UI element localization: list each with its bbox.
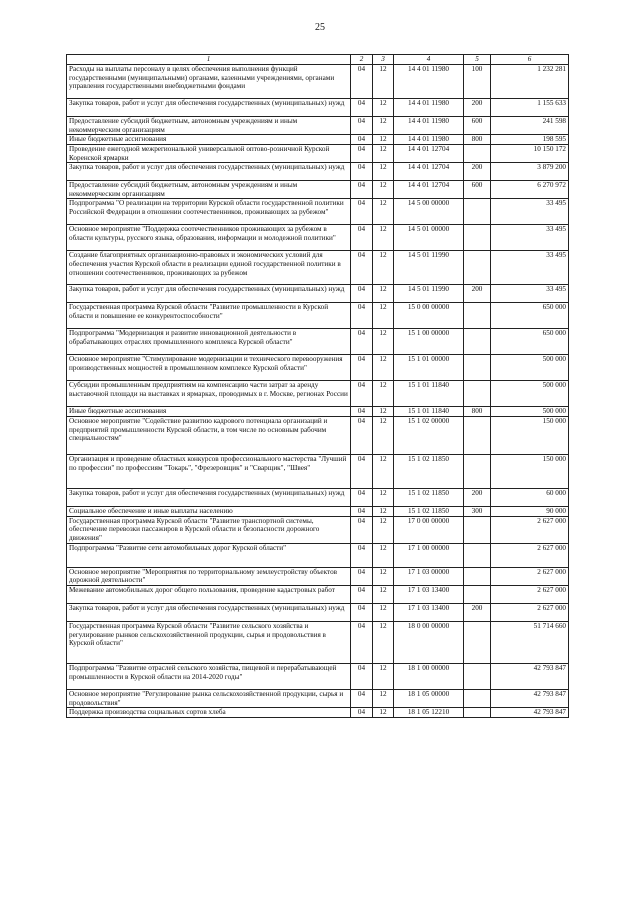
cell-name: Закупка товаров, работ и услуг для обеспечения государственных (муниципальных) нужд — [67, 99, 351, 117]
cell-name: Государственная программа Курской области "Развитие транспортной системы, обеспечение перевозки пассажиров в Курской области и безопасности дорожного движения" — [67, 516, 351, 543]
cell-col3: 12 — [373, 285, 394, 303]
cell-col4: 14 5 01 11990 — [394, 251, 464, 285]
cell-col5: 200 — [464, 603, 491, 621]
cell-col2: 04 — [351, 689, 373, 707]
cell-col2: 04 — [351, 663, 373, 689]
cell-name: Социальное обеспечение и иные выплаты населению — [67, 507, 351, 517]
cell-name: Организация и проведение областных конкурсов профессионального мастерства "Лучший по профессии" по профессиям "Токарь", "Фрезеровщик" и "Сварщик", "Швея" — [67, 455, 351, 489]
cell-col2: 04 — [351, 489, 373, 507]
cell-col4: 17 1 03 13400 — [394, 585, 464, 603]
cell-col2: 04 — [351, 65, 373, 99]
table-row — [67, 329, 569, 355]
cell-col6: 150 000 — [491, 417, 569, 455]
table-row — [67, 689, 569, 707]
cell-name: Государственная программа Курской области "Развитие сельского хозяйства и регулирование рынков сельскохозяйственной продукции, сырья и продовольствия в Курской области" — [67, 621, 351, 663]
cell-col2: 04 — [351, 603, 373, 621]
cell-col3: 12 — [373, 163, 394, 181]
cell-col4: 15 0 00 00000 — [394, 303, 464, 329]
cell-col4: 18 0 00 00000 — [394, 621, 464, 663]
cell-name: Подпрограмма "Развитие сети автомобильных дорог Курской области" — [67, 543, 351, 567]
cell-col5 — [464, 329, 491, 355]
cell-col4: 17 1 00 00000 — [394, 543, 464, 567]
col-header-1: 1 — [67, 55, 351, 65]
table-row — [67, 303, 569, 329]
cell-col5 — [464, 417, 491, 455]
col-header-2: 2 — [351, 55, 373, 65]
cell-col3: 12 — [373, 181, 394, 199]
cell-name: Основное мероприятие "Регулирование рынка сельскохозяйственной продукции, сырья и продовольствия" — [67, 689, 351, 707]
cell-col4: 15 1 01 00000 — [394, 355, 464, 381]
table-row — [67, 621, 569, 663]
cell-col5: 200 — [464, 163, 491, 181]
col-header-4: 4 — [394, 55, 464, 65]
cell-col4: 15 1 01 11840 — [394, 381, 464, 407]
table-row — [67, 516, 569, 543]
cell-col3: 12 — [373, 407, 394, 417]
cell-col5 — [464, 381, 491, 407]
table-row — [67, 199, 569, 225]
cell-col5 — [464, 621, 491, 663]
cell-col4: 17 1 03 00000 — [394, 567, 464, 585]
cell-col3: 12 — [373, 507, 394, 517]
cell-col6: 60 000 — [491, 489, 569, 507]
cell-name: Подпрограмма "О реализации на территории Курской области государственной политики Российской Федерации в отношении соотечественников, проживающих за рубежом" — [67, 199, 351, 225]
cell-name: Поддержка производства социальных сортов хлеба — [67, 708, 351, 718]
cell-col6: 33 495 — [491, 199, 569, 225]
cell-name: Государственная программа Курской области "Развитие промышленности в Курской области и повышение ее конкурентоспособности" — [67, 303, 351, 329]
cell-col3: 12 — [373, 144, 394, 162]
table-row — [67, 407, 569, 417]
cell-col4: 15 1 02 11850 — [394, 507, 464, 517]
cell-col5 — [464, 567, 491, 585]
cell-col3: 12 — [373, 381, 394, 407]
cell-col3: 12 — [373, 303, 394, 329]
cell-col5: 200 — [464, 99, 491, 117]
cell-name: Предоставление субсидий бюджетным, автономным учреждениям и иным некоммерческим организациям — [67, 181, 351, 199]
table-row — [67, 225, 569, 251]
cell-col5: 300 — [464, 507, 491, 517]
cell-col5: 600 — [464, 181, 491, 199]
table-row — [67, 181, 569, 199]
cell-col3: 12 — [373, 603, 394, 621]
cell-col2: 04 — [351, 355, 373, 381]
cell-col6: 1 155 633 — [491, 99, 569, 117]
cell-name: Основное мероприятие "Поддержка соотечественников проживающих за рубежом в области культуры, русского языка, образования, информации и молодежной политики" — [67, 225, 351, 251]
cell-col2: 04 — [351, 516, 373, 543]
cell-col3: 12 — [373, 621, 394, 663]
cell-col4: 15 1 01 11840 — [394, 407, 464, 417]
cell-col5 — [464, 543, 491, 567]
cell-col2: 04 — [351, 303, 373, 329]
table-row — [67, 663, 569, 689]
cell-name: Предоставление субсидий бюджетным, автономным учреждениям и иным некоммерческим организациям — [67, 117, 351, 135]
cell-col5: 200 — [464, 489, 491, 507]
table-row — [67, 603, 569, 621]
cell-col5 — [464, 585, 491, 603]
cell-col5 — [464, 455, 491, 489]
cell-col2: 04 — [351, 708, 373, 718]
cell-name: Закупка товаров, работ и услуг для обеспечения государственных (муниципальных) нужд — [67, 163, 351, 181]
cell-col3: 12 — [373, 329, 394, 355]
table-row — [67, 417, 569, 455]
table-row — [67, 65, 569, 99]
cell-col4: 18 1 05 12210 — [394, 708, 464, 718]
table-row — [67, 381, 569, 407]
cell-col5 — [464, 303, 491, 329]
cell-col5 — [464, 355, 491, 381]
cell-col6: 3 879 200 — [491, 163, 569, 181]
table-row — [67, 585, 569, 603]
cell-col5 — [464, 199, 491, 225]
page-number: 25 — [315, 22, 325, 33]
cell-col5 — [464, 689, 491, 707]
cell-col2: 04 — [351, 329, 373, 355]
cell-col3: 12 — [373, 708, 394, 718]
cell-col2: 04 — [351, 199, 373, 225]
cell-col2: 04 — [351, 585, 373, 603]
cell-col4: 14 4 01 11980 — [394, 135, 464, 145]
cell-col3: 12 — [373, 663, 394, 689]
cell-col4: 18 1 05 00000 — [394, 689, 464, 707]
cell-name: Межевание автомобильных дорог общего пользования, проведение кадастровых работ — [67, 585, 351, 603]
cell-col6: 500 000 — [491, 381, 569, 407]
cell-col6: 33 495 — [491, 225, 569, 251]
cell-col6: 650 000 — [491, 329, 569, 355]
cell-col3: 12 — [373, 585, 394, 603]
cell-col4: 14 4 01 11980 — [394, 117, 464, 135]
cell-col4: 14 4 01 12704 — [394, 144, 464, 162]
cell-col2: 04 — [351, 567, 373, 585]
cell-name: Основное мероприятие "Мероприятия по территориальному землеустройству объектов дорожной деятельности" — [67, 567, 351, 585]
table-row — [67, 455, 569, 489]
cell-col3: 12 — [373, 135, 394, 145]
cell-col3: 12 — [373, 251, 394, 285]
cell-col3: 12 — [373, 689, 394, 707]
table-row — [67, 135, 569, 145]
cell-col2: 04 — [351, 285, 373, 303]
cell-name: Подпрограмма "Развитие отраслей сельского хозяйства, пищевой и перерабатывающей промышленности в Курской области на 2014-2020 годы" — [67, 663, 351, 689]
table-row — [67, 99, 569, 117]
cell-col2: 04 — [351, 163, 373, 181]
cell-col6: 2 627 000 — [491, 543, 569, 567]
cell-col4: 14 4 01 12704 — [394, 163, 464, 181]
cell-col2: 04 — [351, 407, 373, 417]
cell-col6: 198 595 — [491, 135, 569, 145]
cell-col4: 15 1 00 00000 — [394, 329, 464, 355]
cell-col6: 500 000 — [491, 407, 569, 417]
budget-table — [66, 54, 569, 718]
cell-col2: 04 — [351, 225, 373, 251]
cell-col3: 12 — [373, 489, 394, 507]
cell-col4: 17 1 03 13400 — [394, 603, 464, 621]
cell-col2: 04 — [351, 117, 373, 135]
cell-name: Основное мероприятие "Стимулирование модернизации и технического перевооружения производственных мощностей в промышленном комплексе Курской области" — [67, 355, 351, 381]
cell-col6: 90 000 — [491, 507, 569, 517]
table-row — [67, 117, 569, 135]
cell-col2: 04 — [351, 144, 373, 162]
cell-col6: 10 150 172 — [491, 144, 569, 162]
cell-col4: 17 0 00 00000 — [394, 516, 464, 543]
cell-col4: 14 4 01 11980 — [394, 65, 464, 99]
table-row — [67, 163, 569, 181]
cell-col4: 14 5 00 00000 — [394, 199, 464, 225]
cell-col5: 800 — [464, 135, 491, 145]
cell-col4: 14 4 01 11980 — [394, 99, 464, 117]
cell-col2: 04 — [351, 621, 373, 663]
cell-col3: 12 — [373, 567, 394, 585]
cell-name: Субсидии промышленным предприятиям на компенсацию части затрат за аренду выставочной площади на выставках и ярмарках, проводимых в г. Москве, регионах России — [67, 381, 351, 407]
cell-col2: 04 — [351, 181, 373, 199]
cell-col2: 04 — [351, 381, 373, 407]
cell-name: Создание благоприятных организационно-правовых и экономических условий для обеспечения участия Курской области в реализации единой государственной политики в отношении соотечественников, проживающих за рубежом — [67, 251, 351, 285]
cell-col5 — [464, 144, 491, 162]
cell-col5 — [464, 251, 491, 285]
col-header-3: 3 — [373, 55, 394, 65]
cell-col3: 12 — [373, 99, 394, 117]
cell-col2: 04 — [351, 543, 373, 567]
col-header-5: 5 — [464, 55, 491, 65]
cell-col6: 1 232 281 — [491, 65, 569, 99]
cell-name: Основное мероприятие "Содействие развитию кадрового потенциала организаций и предприятий промышленности Курской области, в том числе по основным рабочим специальностям" — [67, 417, 351, 455]
col-header-6: 6 — [491, 55, 569, 65]
cell-col2: 04 — [351, 455, 373, 489]
cell-col4: 14 5 01 00000 — [394, 225, 464, 251]
table-row — [67, 489, 569, 507]
cell-name: Закупка товаров, работ и услуг для обеспечения государственных (муниципальных) нужд — [67, 603, 351, 621]
cell-name: Иные бюджетные ассигнования — [67, 135, 351, 145]
cell-col2: 04 — [351, 417, 373, 455]
cell-col4: 15 1 02 11850 — [394, 455, 464, 489]
cell-col6: 33 495 — [491, 251, 569, 285]
cell-col6: 6 270 972 — [491, 181, 569, 199]
cell-col3: 12 — [373, 225, 394, 251]
cell-col5: 800 — [464, 407, 491, 417]
cell-col5 — [464, 516, 491, 543]
cell-col3: 12 — [373, 355, 394, 381]
cell-col6: 2 627 000 — [491, 585, 569, 603]
cell-name: Закупка товаров, работ и услуг для обеспечения государственных (муниципальных) нужд — [67, 285, 351, 303]
cell-col5: 100 — [464, 65, 491, 99]
cell-col6: 2 627 000 — [491, 603, 569, 621]
cell-col5 — [464, 225, 491, 251]
cell-col2: 04 — [351, 251, 373, 285]
table-row — [67, 507, 569, 517]
cell-name: Подпрограмма "Модернизация и развитие инновационной деятельности в обрабатывающих отраслях промышленного комплекса Курской области" — [67, 329, 351, 355]
cell-col5: 600 — [464, 117, 491, 135]
cell-col3: 12 — [373, 516, 394, 543]
cell-col6: 42 793 847 — [491, 708, 569, 718]
cell-col6: 241 598 — [491, 117, 569, 135]
cell-col3: 12 — [373, 417, 394, 455]
cell-col3: 12 — [373, 117, 394, 135]
cell-col6: 2 627 000 — [491, 567, 569, 585]
cell-col4: 15 1 02 11850 — [394, 489, 464, 507]
cell-col2: 04 — [351, 99, 373, 117]
cell-col2: 04 — [351, 135, 373, 145]
cell-col6: 2 627 000 — [491, 516, 569, 543]
cell-col3: 12 — [373, 455, 394, 489]
cell-col4: 15 1 02 00000 — [394, 417, 464, 455]
cell-col6: 500 000 — [491, 355, 569, 381]
table-row — [67, 567, 569, 585]
cell-col3: 12 — [373, 65, 394, 99]
table-header-row — [67, 55, 569, 65]
cell-col6: 650 000 — [491, 303, 569, 329]
cell-col3: 12 — [373, 199, 394, 225]
cell-name: Иные бюджетные ассигнования — [67, 407, 351, 417]
cell-col6: 150 000 — [491, 455, 569, 489]
cell-col5 — [464, 663, 491, 689]
cell-col4: 18 1 00 00000 — [394, 663, 464, 689]
cell-col2: 04 — [351, 507, 373, 517]
cell-col5: 200 — [464, 285, 491, 303]
cell-col4: 14 4 01 12704 — [394, 181, 464, 199]
table-row — [67, 251, 569, 285]
table-row — [67, 543, 569, 567]
cell-col4: 14 5 01 11990 — [394, 285, 464, 303]
cell-name: Расходы на выплаты персоналу в целях обеспечения выполнения функций государственными (муниципальными) органами, казенными учреждениями, органами управления государственными внебюджетными фондами — [67, 65, 351, 99]
cell-col6: 33 495 — [491, 285, 569, 303]
cell-name: Проведение ежегодной межрегиональной универсальной оптово-розничной Курской Коренской ярмарки — [67, 144, 351, 162]
cell-col6: 42 793 847 — [491, 663, 569, 689]
table-row — [67, 285, 569, 303]
cell-col5 — [464, 708, 491, 718]
table-row — [67, 708, 569, 718]
cell-name: Закупка товаров, работ и услуг для обеспечения государственных (муниципальных) нужд — [67, 489, 351, 507]
cell-col6: 42 793 847 — [491, 689, 569, 707]
table-row — [67, 355, 569, 381]
table-row — [67, 144, 569, 162]
cell-col3: 12 — [373, 543, 394, 567]
cell-col6: 51 714 660 — [491, 621, 569, 663]
